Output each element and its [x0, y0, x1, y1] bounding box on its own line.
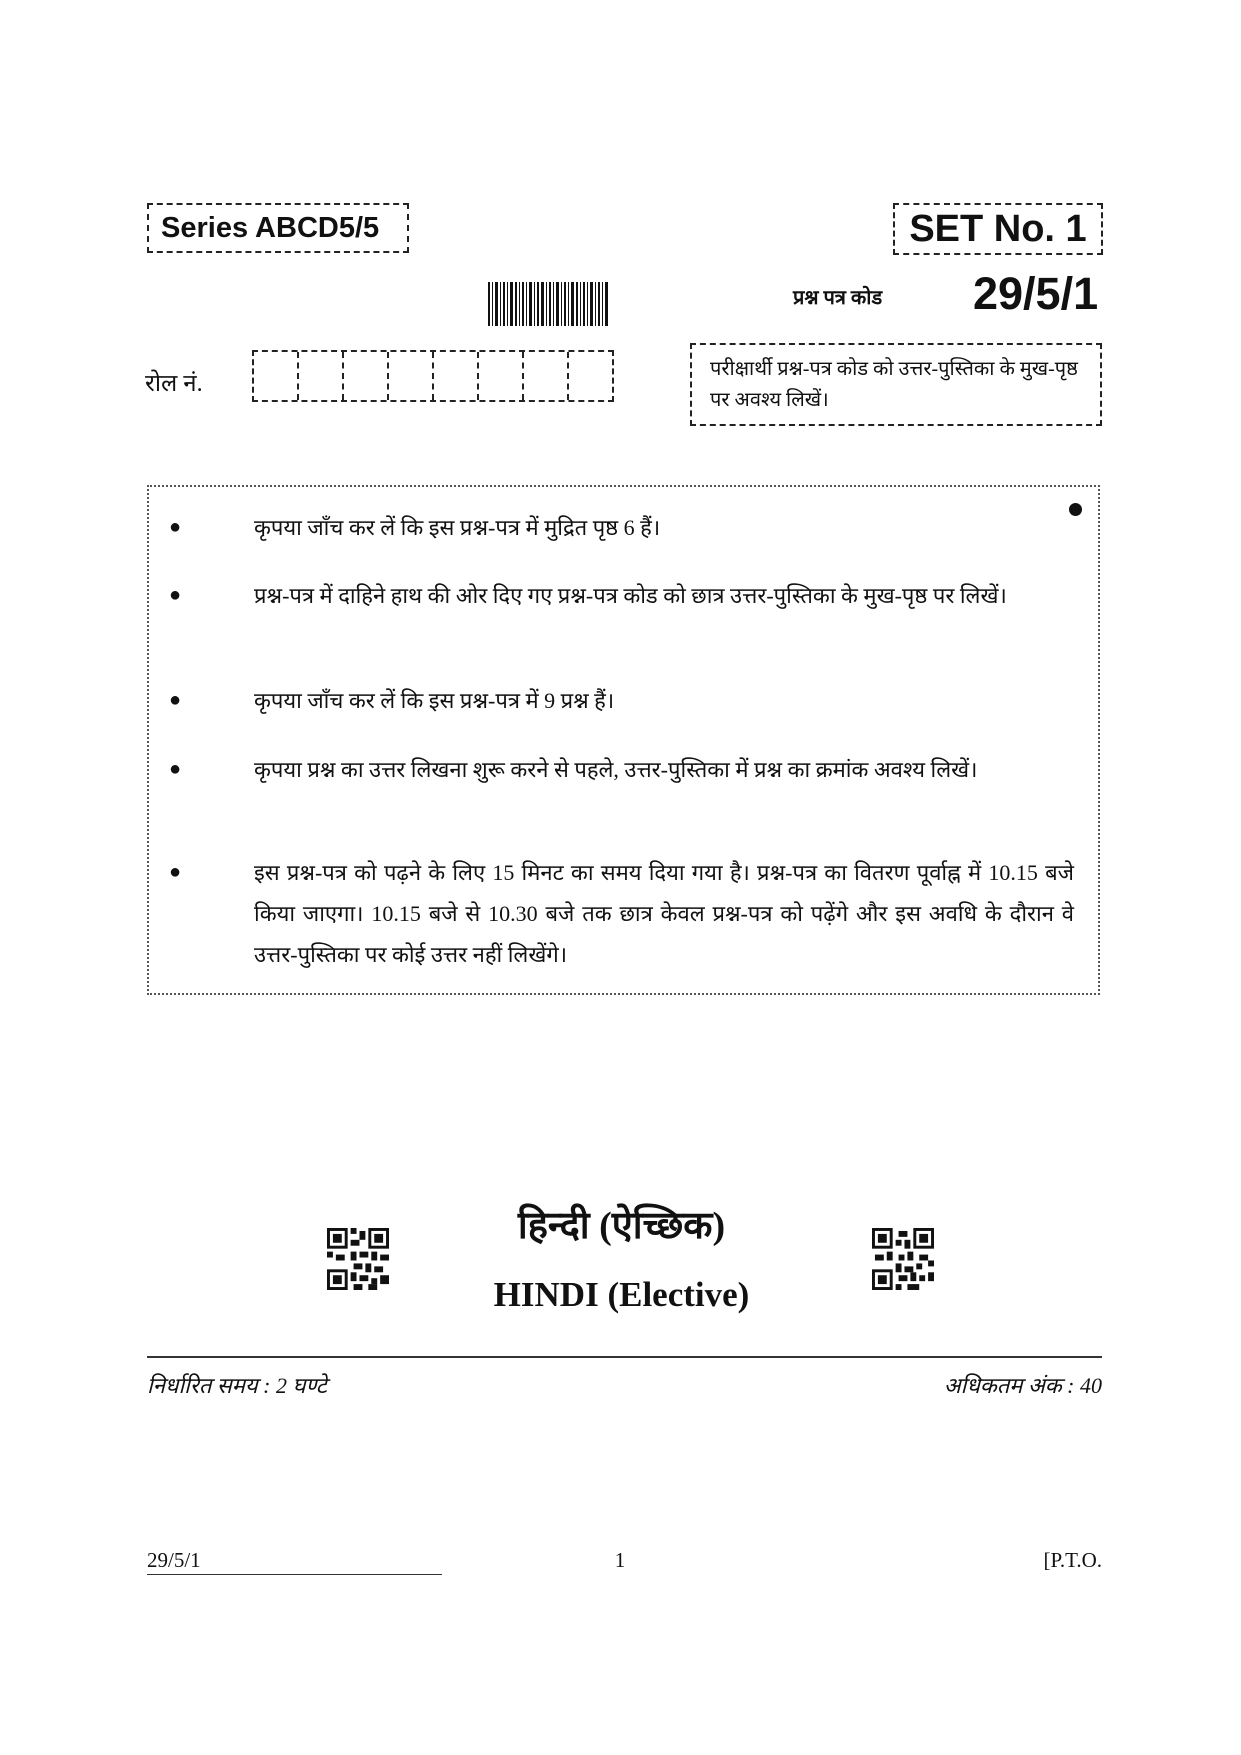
instruction-item [169, 507, 1074, 548]
time-allowed: निर्धारित समय : 2 घण्टे [147, 1373, 327, 1398]
instruction-text: कृपया प्रश्न का उत्तर लिखना शुरू करने से पहले, उत्तर-पुस्तिका में प्रश्न का क्रमांक अवश्य लिखें। [254, 757, 978, 782]
barcode-image [488, 282, 608, 326]
footer-paper-code: 29/5/1 [147, 1548, 201, 1572]
set-number: SET No. 1 [893, 203, 1103, 255]
roll-number-cell [344, 352, 389, 400]
code-note: परीक्षार्थी प्रश्न-पत्र कोड को उत्तर-पुस्तिका के मुख-पृष्ठ पर अवश्य लिखें। [690, 343, 1102, 426]
qr-code-icon [327, 1228, 389, 1290]
roll-number-cell [479, 352, 524, 400]
divider [147, 1356, 1102, 1358]
qr-code-icon [872, 1228, 934, 1290]
roll-number-cell [434, 352, 479, 400]
page-number: 1 [614, 1548, 626, 1572]
instruction-text: कृपया जाँच कर लें कि इस प्रश्न-पत्र में मुद्रित पृष्ठ 6 हैं। [254, 515, 661, 540]
subject-title-hindi: हिन्दी (ऐच्छिक) [517, 1205, 726, 1247]
please-turn-over: [P.T.O. [1043, 1548, 1102, 1572]
series-label: Series ABCD5/5 [147, 203, 409, 253]
roll-number-cell [254, 352, 299, 400]
roll-number-cell [389, 352, 434, 400]
roll-number-label: रोल नं. [145, 371, 203, 397]
bullet-icon: ● [169, 689, 182, 711]
instruction-text: कृपया जाँच कर लें कि इस प्रश्न-पत्र में 9 प्रश्न हैं। [254, 688, 615, 713]
bullet-icon: ● [169, 516, 182, 538]
footer-divider [147, 1574, 442, 1575]
roll-number-cell [524, 352, 569, 400]
roll-number-cell [569, 352, 612, 400]
instruction-text: प्रश्न-पत्र में दाहिने हाथ की ओर दिए गए प्रश्न-पत्र कोड को छात्र उत्तर-पुस्तिका के मुख-पृष्ठ पर लिखें। [254, 583, 1007, 608]
instruction-item [169, 852, 1074, 975]
instruction-text: इस प्रश्न-पत्र को पढ़ने के लिए 15 मिनट का समय दिया गया है। प्रश्न-पत्र का वितरण पूर्वाह्न में 10.15 बजे किया जाएगा। 10.15 बजे से 10.30 बजे तक छात्र केवल प्रश्न-पत्र को पढ़ेंगे और इस अवधि के दौरान वे उत्तर-पुस्तिका पर कोई उत्तर नहीं लिखेंगे। [254, 860, 1074, 967]
question-paper-code-label: प्रश्न पत्र कोड [793, 287, 883, 309]
instruction-item [169, 575, 1074, 616]
bullet-icon: ● [169, 758, 182, 780]
instructions-box [147, 485, 1100, 995]
maximum-marks: अधिकतम अंक : 40 [943, 1373, 1102, 1398]
roll-number-cell [299, 352, 344, 400]
roll-number-boxes [252, 350, 614, 402]
instruction-item [169, 749, 1074, 790]
question-paper-code: 29/5/1 [973, 268, 1099, 319]
instruction-item [169, 680, 1074, 721]
bullet-icon: ● [169, 861, 182, 883]
subject-title-english: HINDI (Elective) [493, 1275, 750, 1314]
bullet-icon: ● [169, 584, 182, 606]
